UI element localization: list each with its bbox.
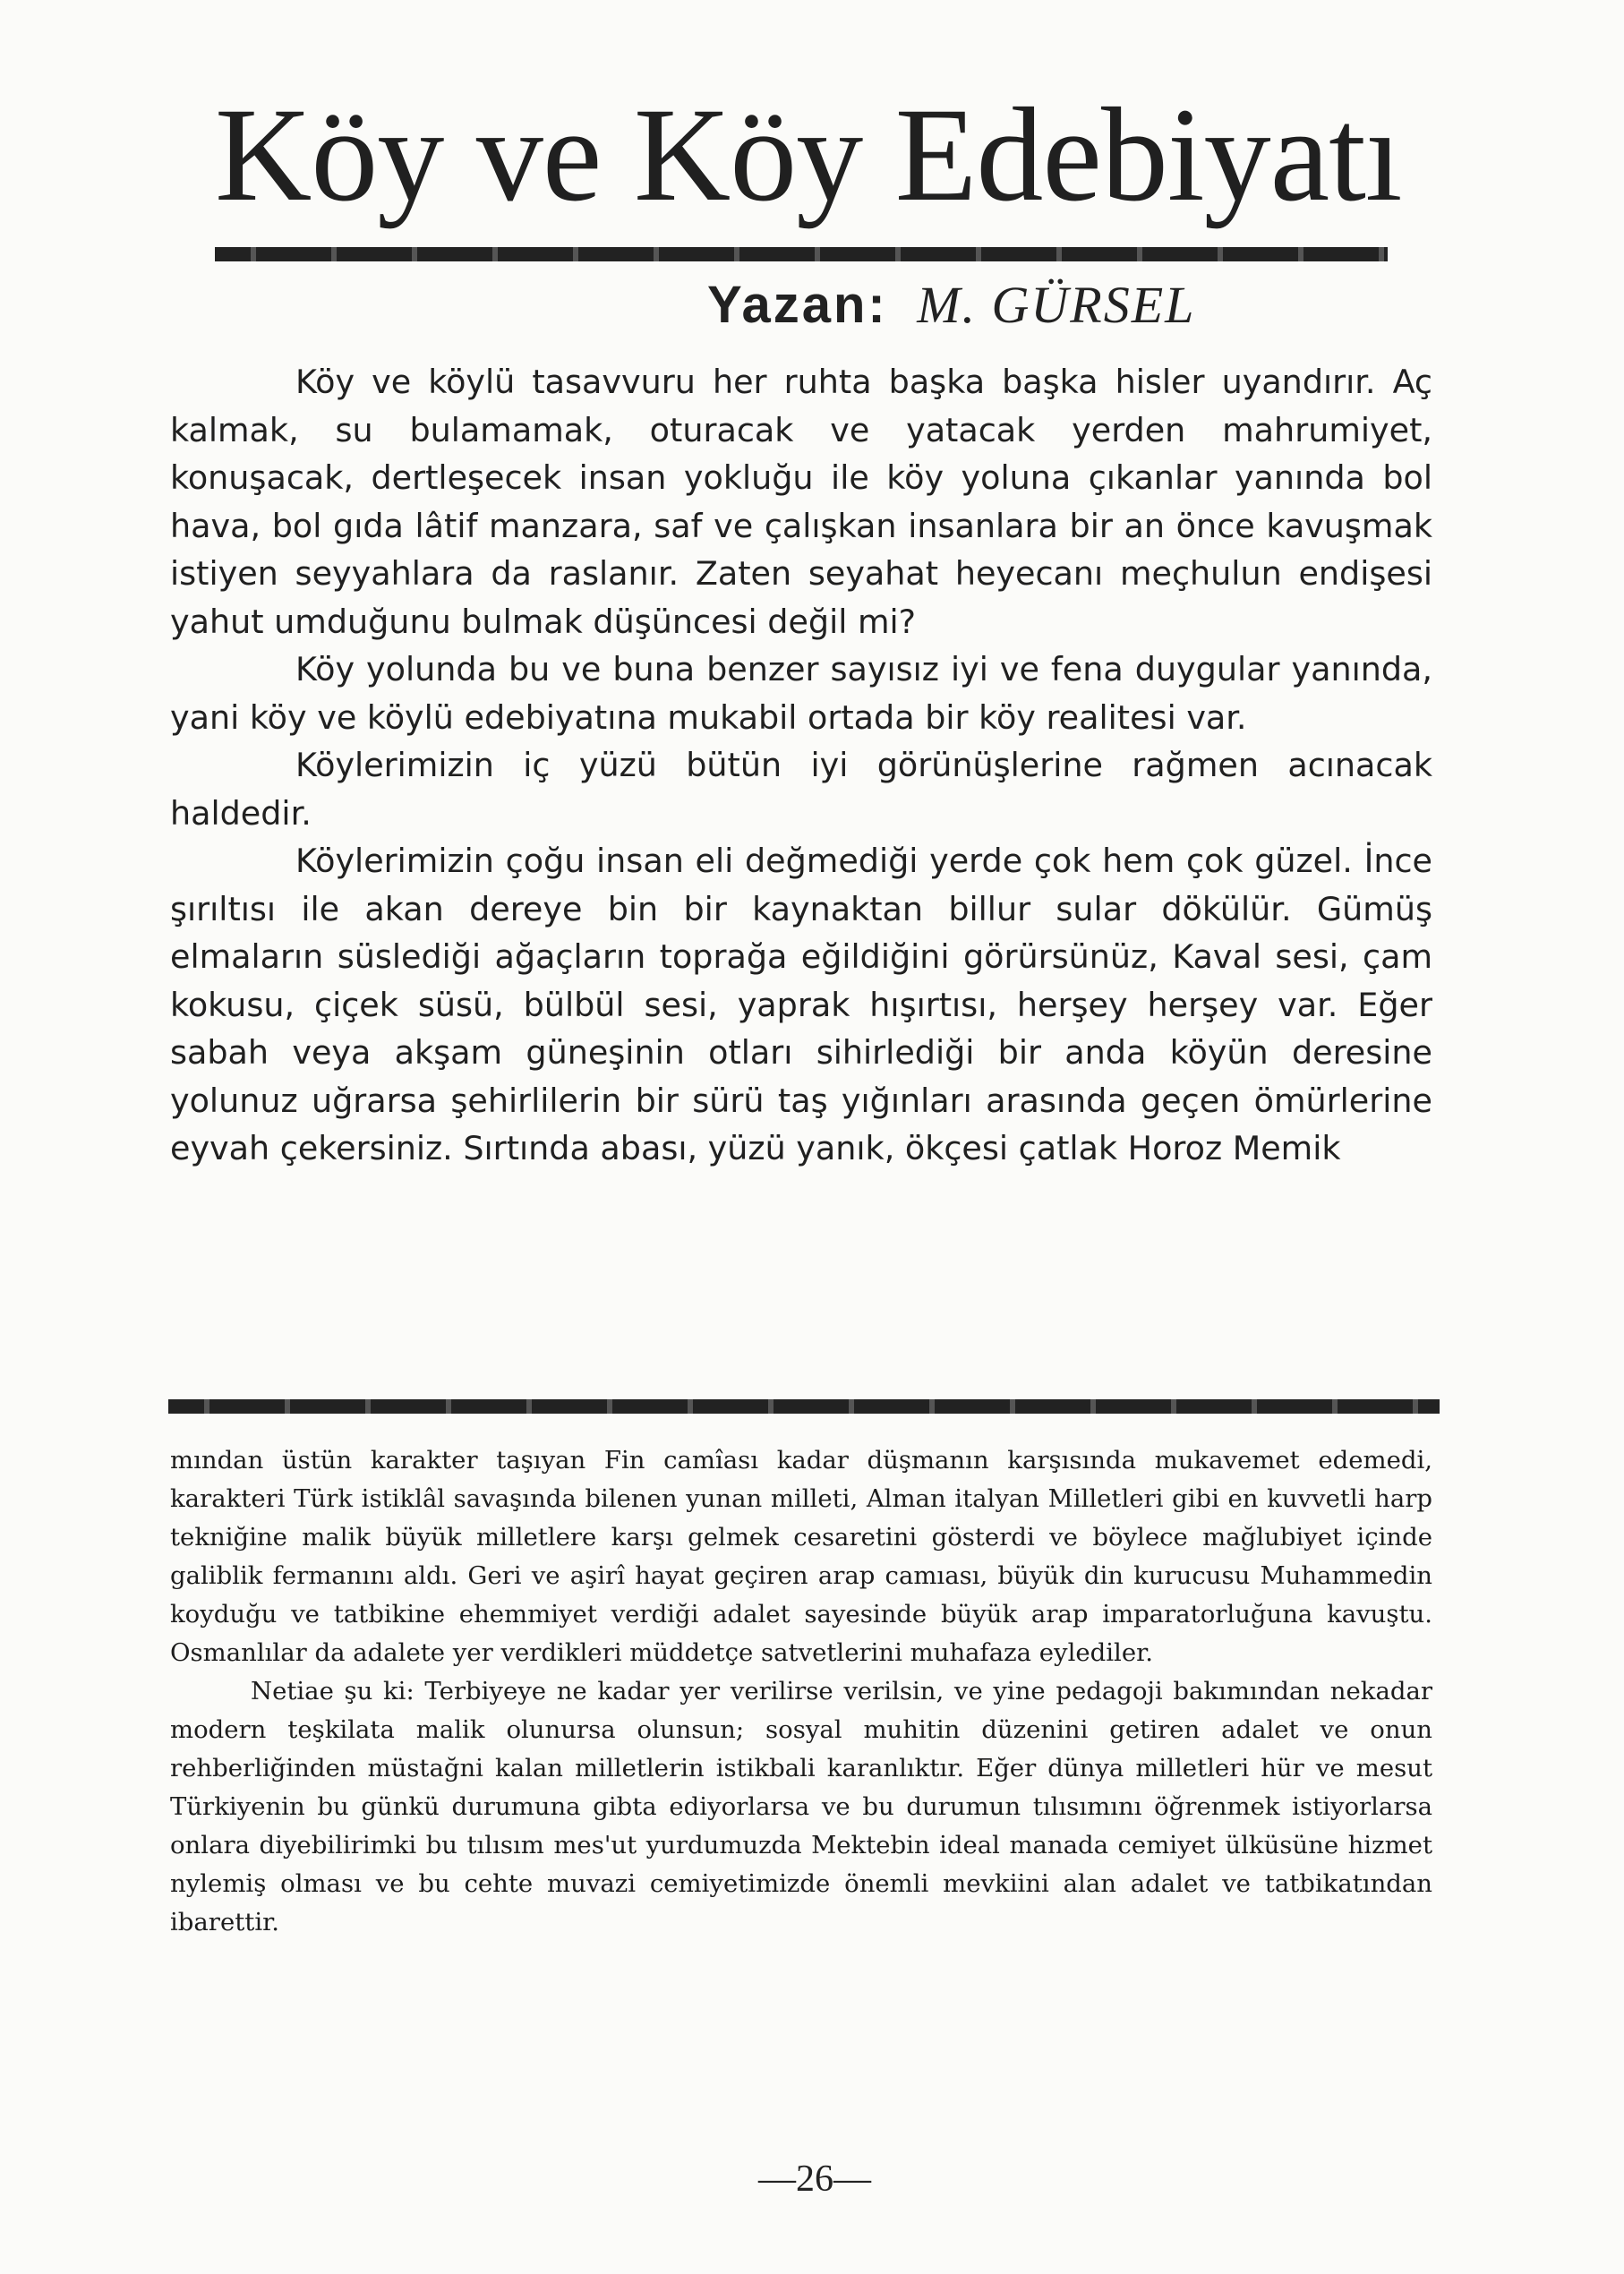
continued-paragraph: Netiae şu ki: Terbiyeye ne kadar yer verilirse verilsin, ve yine pedagoji bakımından nekadar modern teşkilata malik olunursa olunsun; sosyal muhitin düzenini getiren adalet ve onun rehberliğinden müstağni kalan milletlerin istikbali karanlıktır. Eğer dünya milletleri hür ve mesut Türkiyenin bu günkü durumuna gibta ediyorlarsa ve bu durumun tılısımını öğrenmek istiyorlarsa onlara diyebilirimki bu tılısım mes'ut yurdumuzda Mektebin ideal manada cemiyet ülküsüne hizmet nylemiş olması ve bu cehte muvazi cemiyetimizde önemli mevkiini alan adalet ve tatbikatından ibarettir. <box>170 1677 1432 1936</box>
body-paragraph: Köy yolunda bu ve buna benzer sayısız iyi ve fena duygular yanında, yani köy ve köylü edebiyatına mukabil ortada bir köy realitesi var. <box>170 650 1432 737</box>
continued-paragraph: mından üstün karakter taşıyan Fin camîası kadar düşmanın karşısında mukavemet edemedi, karakteri Türk istiklâl savaşında bilenen yunan milleti, Alman italyan Milletleri gibi en kuvvetli harp tekniğine malik büyük milletlere karşı gelmek cesaretini gösterdi ve böylece mağlubiyet içinde galiblik fermanını aldı. Geri ve aşirî hayat geçiren arap camıası, büyük din kurucusu Muhammedin koyduğu ve tatbikine ehemmiyet verdiği adalet sayesinde büyük arap imparatorluğuna kavuştu. Osmanlılar da adalete yer verdikleri müddetçe satvetlerini muhafaza eylediler. <box>170 1446 1432 1667</box>
title-underline <box>215 247 1388 261</box>
article-title: Köy ve Köy Edebiyatı <box>215 81 1402 229</box>
author-name: M. GÜRSEL <box>917 276 1196 334</box>
page-number: —26— <box>758 2159 871 2200</box>
continued-text <box>170 1441 1432 1942</box>
section-divider <box>168 1399 1440 1414</box>
author-label: Yazan: <box>707 276 888 334</box>
body-paragraph: Köy ve köylü tasavvuru her ruhta başka başka hisler uyandırır. Aç kalmak, su bulamamak, oturacak ve yatacak yerden mahrumiyet, konuşacak, dertleşecek insan yokluğu ile köy yoluna çıkanlar yanında bol hava, bol gıda lâtif manzara, saf ve çalışkan insanlara bir an önce kavuşmak istiyen seyyahlara da raslanır. Zaten seyahat heyecanı meçhulun endişesi yahut umduğunu bulmak düşüncesi değil mi? <box>170 363 1432 641</box>
article-body <box>170 358 1432 1173</box>
body-paragraph: Köylerimizin çoğu insan eli değmediği yerde çok hem çok güzel. İnce şırıltısı ile akan dereye bin bir kaynaktan billur sular dökülür. Gümüş elmaların süslediği ağaçların toprağa eğildiğini görürsünüz, Kaval sesi, çam kokusu, çiçek süsü, bülbül sesi, yaprak hışırtısı, herşey herşey var. Eğer sabah veya akşam güneşinin otları sihirlediği bir anda köyün deresine yolunuz uğrarsa şehirlilerin bir sürü taş yığınları arasında geçen ömürlerine eyvah çekersiniz. Sırtında abası, yüzü yanık, ökçesi çatlak Horoz Memik <box>170 842 1432 1167</box>
author-line <box>707 269 1334 341</box>
body-paragraph: Köylerimizin iç yüzü bütün iyi görünüşlerine rağmen acınacak haldedir. <box>170 746 1432 833</box>
